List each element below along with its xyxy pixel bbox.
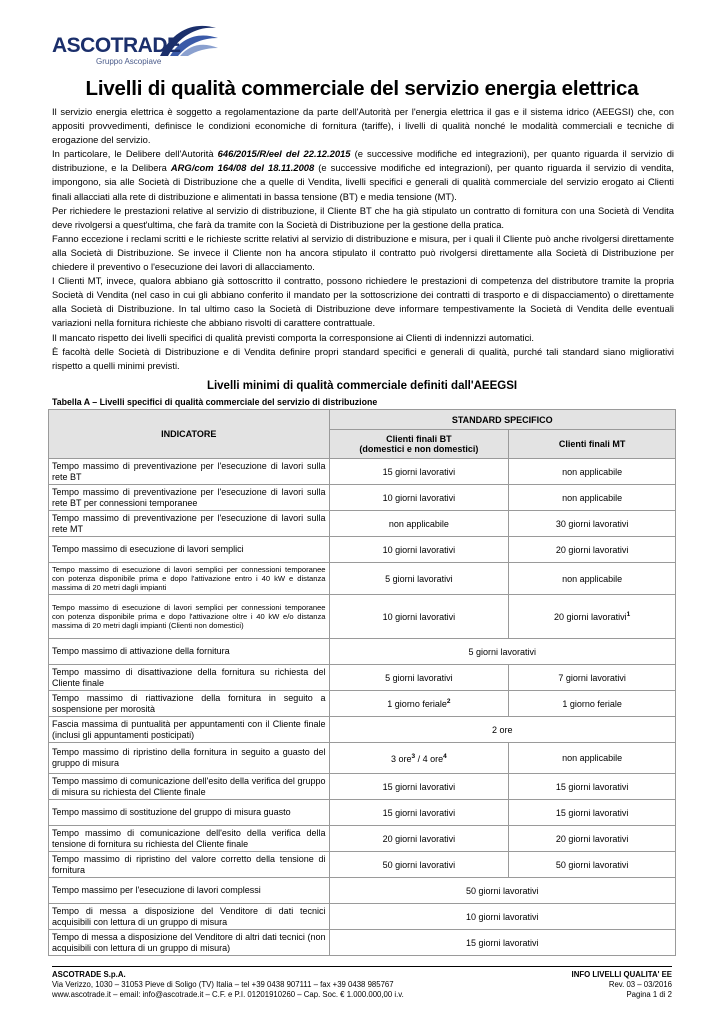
standard-mt-cell: non applicabile — [509, 743, 676, 774]
intro-paragraph: Il mancato rispetto dei livelli specifici di qualità previsti comporta la corresponsione ai Clienti di indennizzi automatici. — [52, 331, 534, 343]
standard-bt-cell: 15 giorni lavorativi — [329, 459, 509, 485]
standard-mt-cell: 20 giorni lavorativi$^1$ — [509, 595, 676, 639]
table-row — [49, 639, 676, 665]
indicator-cell: Tempo massimo di ripristino della fornitura in seguito a guasto del gruppo di misura — [49, 743, 330, 774]
table-row — [49, 665, 676, 691]
standard-mt-cell: 15 giorni lavorativi — [509, 774, 676, 800]
header-indicatore: INDICATORE — [49, 410, 330, 459]
table-row — [49, 459, 676, 485]
indicator-cell: Tempo massimo di preventivazione per l'esecuzione di lavori sulla rete BT per connessioni temporanee — [49, 485, 330, 511]
table-row — [49, 852, 676, 878]
table-row — [49, 537, 676, 563]
indicator-cell: Tempo massimo di esecuzione di lavori semplici — [49, 537, 330, 563]
indicator-cell: Tempo massimo di preventivazione per l'esecuzione di lavori sulla rete BT — [49, 459, 330, 485]
table-row — [49, 826, 676, 852]
intro-paragraph: In particolare, le Delibere dell'Autorità 646/2015/R/eel del 22.12.2015 (e successive modifiche ed integrazioni), per quanto riguarda il servizio di distribuzione, e la Delibera ARG/com 164/08 del 18.11.2008 (e successive modifiche ed integrazioni), per quanto riguarda il servizio di vendita, impongono, sia alle Società di Distribuzione che a quelle di Vendita, livelli specifici e generali di qualità commerciale del servizio erogato ai Clienti finali allacciati alla rete di distribuzione e alimentati in bassa tensione (BT) e media tensione (MT). — [52, 148, 675, 202]
standard-bt-cell: non applicabile — [329, 511, 509, 537]
standard-bt-cell: 5 giorni lavorativi — [329, 665, 509, 691]
header-clienti-bt: Clienti finali BT (domestici e non domestici) — [329, 430, 509, 459]
standard-all-cell: 15 giorni lavorativi — [329, 930, 675, 956]
indicator-cell: Tempo massimo di comunicazione dell'esito della verifica del gruppo di misura su richiesta del Cliente finale — [49, 774, 330, 800]
standard-mt-cell: non applicabile — [509, 563, 676, 595]
footer-company: ASCOTRADE S.p.A. — [52, 970, 126, 979]
indicator-cell: Tempo massimo di attivazione della fornitura — [49, 639, 330, 665]
footer-revision: Rev. 03 – 03/2016 — [608, 980, 672, 989]
footer-page-number: Pagina 1 di 2 — [626, 990, 672, 999]
standard-bt-cell: 15 giorni lavorativi — [329, 800, 509, 826]
standard-bt-cell: 15 giorni lavorativi — [329, 774, 509, 800]
indicator-cell: Tempo di messa a disposizione del Venditore di dati tecnici acquisibili con lettura di un gruppo di misura — [49, 904, 330, 930]
standard-mt-cell: 30 giorni lavorativi — [509, 511, 676, 537]
footnote-ref: 4 — [443, 752, 447, 760]
standard-all-cell: 5 giorni lavorativi — [329, 639, 675, 665]
table-caption: Tabella A – Livelli specifici di qualità commerciale del servizio di distribuzione — [52, 397, 378, 407]
logo-tagline: Gruppo Ascopiave — [96, 57, 162, 66]
standard-all-cell: 2 ore — [329, 717, 675, 743]
standard-bt-cell: 50 giorni lavorativi — [329, 852, 509, 878]
delibera-reference: 646/2015/R/eel del 22.12.2015 — [217, 148, 351, 160]
indicator-cell: Tempo massimo di ripristino del valore corretto della tensione di fornitura — [49, 852, 330, 878]
table-row — [49, 930, 676, 956]
table-row — [49, 691, 676, 717]
standard-mt-cell: 20 giorni lavorativi — [509, 826, 676, 852]
indicator-cell: Tempo massimo di preventivazione per l'esecuzione di lavori sulla rete MT — [49, 511, 330, 537]
table-row — [49, 774, 676, 800]
standard-bt-cell: 10 giorni lavorativi — [329, 595, 509, 639]
standard-bt-cell: 10 giorni lavorativi — [329, 537, 509, 563]
intro-text — [52, 105, 674, 373]
standard-mt-cell: non applicabile — [509, 459, 676, 485]
table-row — [49, 595, 676, 639]
table-row — [49, 878, 676, 904]
standard-mt-cell: 1 giorno feriale — [509, 691, 676, 717]
section-subtitle: Livelli minimi di qualità commerciale definiti dall'AEEGSI — [206, 380, 518, 392]
intro-paragraph: Il servizio energia elettrica è soggetto a regolamentazione da parte dell'Autorità per l'energia elettrica il gas e il sistema idrico (AEEGSI) che, con appositi provvedimenti, definisce le condizioni economiche di fornitura (tariffe), i livelli di qualità nonché le modalità commerciali e tecniche di erogazione del servizio. — [52, 106, 674, 146]
intro-paragraph: È facoltà delle Società di Distribuzione e di Vendita definire propri standard specifici e generali di qualità, purché tali standard siano migliorativi rispetto a quelli minimi previsti. — [52, 345, 674, 371]
indicator-cell: Tempo massimo di esecuzione di lavori semplici per connessioni temporanee con potenza disponibile prima e dopo l'attivazione oltre i 40 kW e/o distanza massima di 20 metri dagli impianti (Clienti non domestici) — [49, 595, 330, 639]
standard-all-cell: 50 giorni lavorativi — [329, 878, 675, 904]
intro-paragraph: Fanno eccezione i reclami scritti e le richieste scritte relativi al servizio di distribuzione e misura, per i quali il Cliente può anche rivolgersi direttamente alla Società di Distribuzione. Se invece il Cliente non ha ancora stipulato il contratto può rivolgersi direttamente alla Società di Distribuzione per chiedere il preventivo o l'esecuzione dei lavori di allacciamento. — [52, 232, 674, 273]
table-row — [49, 800, 676, 826]
footnote-ref: 1 — [626, 611, 631, 618]
table-row — [49, 717, 676, 743]
standard-mt-cell: non applicabile — [509, 485, 676, 511]
indicator-cell: Fascia massima di puntualità per appuntamenti con il Cliente finale (inclusi gli appuntamenti posticipati) — [49, 717, 330, 743]
quality-levels-table — [48, 409, 676, 956]
standard-all-cell: 10 giorni lavorativi — [329, 904, 675, 930]
footnote-ref: 2 — [446, 698, 451, 705]
table-row — [49, 743, 676, 774]
standard-bt-cell: 10 giorni lavorativi — [329, 485, 509, 511]
indicator-cell: Tempo massimo per l'esecuzione di lavori complessi — [49, 878, 330, 904]
footer-doc-title: INFO LIVELLI QUALITA' EE — [571, 970, 672, 979]
intro-paragraph: Per richiedere le prestazioni relative al servizio di distribuzione, il Cliente BT che ha già stipulato un contratto di fornitura con una Società di Vendita deve rivolgersi a quest'ultima, che farà da tramite con la Società di Distribuzione per la gestione della pratica. — [52, 204, 674, 230]
footer-address: Via Verizzo, 1030 – 31053 Pieve di Soligo (TV) Italia – tel +39 0438 907111 – fax +39 0438 985767 — [52, 980, 394, 989]
standard-mt-cell: 7 giorni lavorativi — [509, 665, 676, 691]
logo-wordmark: ASCOTRADE — [52, 34, 181, 57]
indicator-cell: Tempo massimo di sostituzione del gruppo di misura guasto — [49, 800, 330, 826]
company-logo — [52, 18, 212, 70]
indicator-cell: Tempo massimo di esecuzione di lavori semplici per connessioni temporanee con potenza disponibile prima e dopo l'attivazione entro i 40 kW e distanza massima di 20 metri dagli impianti — [49, 563, 330, 595]
indicator-cell: Tempo massimo di riattivazione della fornitura in seguito a sospensione per morosità — [49, 691, 330, 717]
indicator-cell: Tempo massimo di comunicazione dell'esito della verifica della tensione di fornitura su richiesta del Cliente finale — [49, 826, 330, 852]
header-standard-specifico: STANDARD SPECIFICO — [329, 410, 675, 430]
standard-bt-cell: 20 giorni lavorativi — [329, 826, 509, 852]
table-row — [49, 904, 676, 930]
delibera-reference: ARG/com 164/08 del 18.11.2008 — [170, 162, 315, 174]
footer-contacts: www.ascotrade.it – email: info@ascotrade.it – C.F. e P.I. 01201910260 – Cap. Soc. € 1.000.000,00 i.v. — [52, 990, 404, 999]
standard-mt-cell: 50 giorni lavorativi — [509, 852, 676, 878]
standard-bt-cell: 3 ore$^3$ / 4 ore$^4$ — [329, 743, 509, 774]
page-footer — [52, 966, 672, 999]
standard-mt-cell: 15 giorni lavorativi — [509, 800, 676, 826]
standard-bt-cell: 5 giorni lavorativi — [329, 563, 509, 595]
page-title: Livelli di qualità commerciale del servizio energia elettrica — [85, 77, 639, 100]
footnote-ref: 3 — [411, 752, 416, 760]
header-clienti-mt: Clienti finali MT — [509, 430, 676, 459]
standard-bt-cell: 1 giorno feriale$^2$ — [329, 691, 509, 717]
standard-mt-cell: 20 giorni lavorativi — [509, 537, 676, 563]
indicator-cell: Tempo di messa a disposizione del Venditore di altri dati tecnici (non acquisibili con lettura di un gruppo di misura) — [49, 930, 330, 956]
indicator-cell: Tempo massimo di disattivazione della fornitura su richiesta del Cliente finale — [49, 665, 330, 691]
table-row — [49, 563, 676, 595]
table-row — [49, 511, 676, 537]
table-row — [49, 485, 676, 511]
intro-paragraph: I Clienti MT, invece, qualora abbiano già sottoscritto il contratto, possono richiedere le prestazioni di competenza del distributore tramite la propria Società di Vendita (nel caso in cui gli abbiano conferito il mandato per la sottoscrizione dei contratti di trasporto e di dispacciamento) o direttamente alla Società di Distribuzione. In tal ultimo caso la Società di Distribuzione deve informare tempestivamente la Società di Vendita delle eventuali variazioni nella fornitura richieste che abbiano risvolti di carattere contrattuale. — [52, 275, 674, 329]
